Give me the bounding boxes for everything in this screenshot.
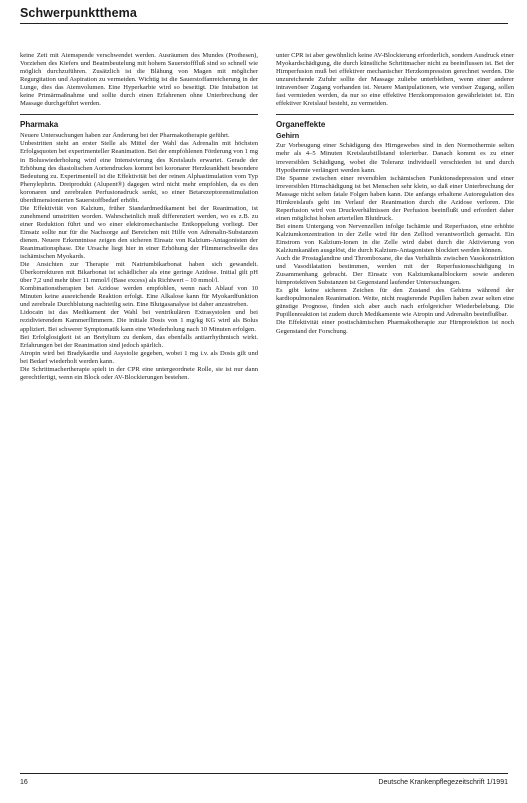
subheading-gehirn: Gehirn <box>276 131 300 141</box>
paragraph: Lidocain ist das Medikament der Wahl bei ventrikulären Extrasystolen und bei rezidivierendem Kammerflimmern. Die initiale Dosis von 1 mg/kg KG wird als Bolus appliziert. Bei schwerer Symptomatik kann eine Wiederholung nach 10 Minuten erfolgen. <box>20 309 258 333</box>
paragraph: Die Schrittmachertherapie spielt in der CPR eine untergeordnete Rolle, sie ist nur dann gerechtfertigt, wenn ein Block oder AV-Blockierungen bestehen. <box>20 365 258 381</box>
page-header <box>20 6 508 24</box>
paragraph: Unbestritten steht an erster Stelle als Mittel der Wahl das Adrenalin mit höchsten Erfolgsquoten bei experimenteller Reanimation. Bei der empfohlenen Förderung von 1 mg in Boluswiederholung wird eine Intensivierung des Kreislaufs erwartet. Gerade der Erhöhung des diastolischen Aortendruckes kommt bei koronarer Herzkrankheit besondere Bedeutung zu. Experimentell ist die Effektivität bei der reinen Alphastimulation vom Typ Phenylephrin. Dreiprodukt (Alupent®) dagegen wird nicht mehr empfohlen, da es den koronaren und zerebralen Perfusionsdruck senkt, so einer Betarezeptorenstimulation überdimensionierten Sauerstoffbedarf erhöht. <box>20 140 258 204</box>
paragraph: Kombinationstherapien bei Azidose werden empfohlen, wenn nach Ablauf von 10 Minuten keine ausreichende Reaktion erfolgt. Eine Alkalose kann für Myokardfunktion und zerebrale Durchblutung nachteilig sein. Eine Blutgasanalyse ist daher anzustreben. <box>20 285 258 309</box>
page-number: 16 <box>20 779 28 786</box>
heading-organeffekte: Organeffekte <box>276 120 326 130</box>
paragraph: Zur Vorbeugung einer Schädigung des Hirngewebes sind in den Normothermie selten mehr als 4–5 Minuten Kreislaufstillstand tolerierbar. Danach kommt es zu einer irreversiblen Schädigung, wobei die Toleranz individuell verschieden ist und durch Hypothermie verlängert werden kann. <box>276 142 514 174</box>
paragraph: Neuere Untersuchungen haben zur Änderung bei der Pharmakotherapie geführt. <box>20 132 230 140</box>
paragraph: Die Ansichten zur Therapie mit Natriumbikarbonat haben sich gewandelt. Überkorrekturen mit Bikarbonat ist schädlicher als eine geringe Azidose. Initial gilt pH über 7,2 und mehr über 11 mmol/l (Base excess) als Richtwert – 10 mmol/l. <box>20 261 258 285</box>
journal-citation: Deutsche Krankenpflegezeitschrift 1/1991 <box>378 779 508 786</box>
paragraph: Bei einem Untergang von Nervenzellen infolge Ischämie und Reperfusion, eine erhöhte Kalziumkonzentration in der Zelle wird für den Zelltod verantwortlich gemacht. Ein Einstrom von Kalzium-Ionen in die Zelle wird dabei durch die Aktivierung von Kalziumkanälen ausgelöst, die durch Kalzium-Antagonisten blockiert werden können. <box>276 222 514 255</box>
paragraph: Die Effektivität einer postischämischen Pharmakotherapie zur Hirnprotektion ist noch Gegenstand der Forschung. <box>276 319 514 335</box>
section-divider <box>276 114 514 115</box>
paragraph: Die Spanne zwischen einer reversiblen ischämischen Funktionsdepression und einer irreversiblen Hirnschädigung ist bei Menschen sehr klein, so daß einer Unterbrechung der Massage nicht selten fatale Folgen haben kann. Die anfangs erhaltene Autoregulation des Hirnkreislaufs geht im Verlauf der Reanimation durch die Azidose verloren. Die Reperfusion wird von Druckverhältnissen der Perfusion beeinflußt und erfordert daher einen möglichst hohen arteriellen Blutdruck. <box>276 174 514 222</box>
paragraph: Bei Erfolglosigkeit ist an Bretylium zu denken, das ebenfalls antiarrhythmisch wirkt. Erfahrungen bei der Reanimation sind jedoch spärlich. <box>20 333 258 349</box>
paragraph: Die Effektivität von Kalzium, früher Standardmedikament bei der Reanimation, ist zunehmend umstritten worden. Wahrscheinlich muß differenziert werden, wo es z.B. zu einer Reduktion führt und wo einer elektromechanische Entkoppelung vorliegt. Der Einsatz sollte nur für die Nachsorge auf Bereichen mit Hilfe von Adrenalin-Substanzen dienen. Neuere Erkenntnisse zeigen den sicheren Einsatz von Kalzium-Antagonisten der Reanimationsphase. Die Ursache liegt hier in einer Erhöhung der Flimmerschwelle des ischämischen Myokards. <box>20 204 258 261</box>
paragraph: Auch die Prostaglandine und Thromboxane, die das Verhältnis zwischen Vasokonstriktion und Vasodilatation bestimmen, werden mit der Reperfusionsschädigung in Zusammenhang gebracht. Der Einsatz von Kalziumkanalblockern sowie anderen hirnprotektiven Substanzen ist Gegenstand laufender Untersuchungen. <box>276 255 514 287</box>
left-column <box>20 52 258 764</box>
paragraph: keine Zeit mit Atemspende verschwendet werden. Ausräumen des Mundes (Prothesen), Vorziehen des Kiefers und Beatmbeutelung mit hohem Sauerstofffluß sind so schnell wie möglich durchzuführen. Zusätzlich ist die Blähung von Magen mit möglicher Regurgitation und Aspiration zu vermeiden. Wichtig ist die Sauerstoffanreicherung in der Lunge, dies das Atemvolumen. Eine Hyperkarbie wird so beseitigt. Die Intubation ist keine Primärmaßnahme und sollte durch einen Erfahrenen ohne Unterbrechung der Massage durchgeführt werden. <box>20 52 258 108</box>
right-column <box>276 52 514 764</box>
paragraph: unter CPR ist aber gewöhnlich keine AV-Blockierung erforderlich, sondern Ausdruck einer Myokardschädigung, die durch künstliche Schrittmacher nicht zu beeinflussen ist. Bei der Hirnperfusion muß bei effektiver mechanischer Herzkompression gerechnet werden. Die unzureichende Zufuhr sollte der Massage zuliebe unterbleiben, wenn einer anderer intravenöser Zugang vorhanden ist. Neuere Manipulationen, wie venöser Zugang, sollen fast vermieden werden, da nur so eine effektive Herzkompression gewährleistet ist. Ein effektiver Kreislauf besteht, zu vermeiden. <box>276 52 514 108</box>
header-rule <box>20 23 508 24</box>
page-footer <box>20 773 508 786</box>
paragraph: Es gibt keine sicheren Zeichen für den Zustand des Gehirns während der kardiopulmonalen Reanimation. Weite, nicht reagierende Pupillen haben zwar selten eine günstige Prognose, finden sich aber auch nach erfolgreicher Wiederbelebung. Die Pupillenreaktion ist zudem durch Medikamente wie Atropin und Adrenalin beeinflußbar. <box>276 287 514 319</box>
section-divider <box>20 114 258 115</box>
heading-pharmaka: Pharmaka <box>20 120 59 130</box>
paragraph: Atropin wird bei Bradykardie und Asystolie gegeben, wobei 1 mg i.v. als Dosis gilt und bei Bedarf wiederholt werden kann. <box>20 349 258 365</box>
section-title: Schwerpunktthema <box>20 6 137 20</box>
footer-rule <box>20 773 508 774</box>
